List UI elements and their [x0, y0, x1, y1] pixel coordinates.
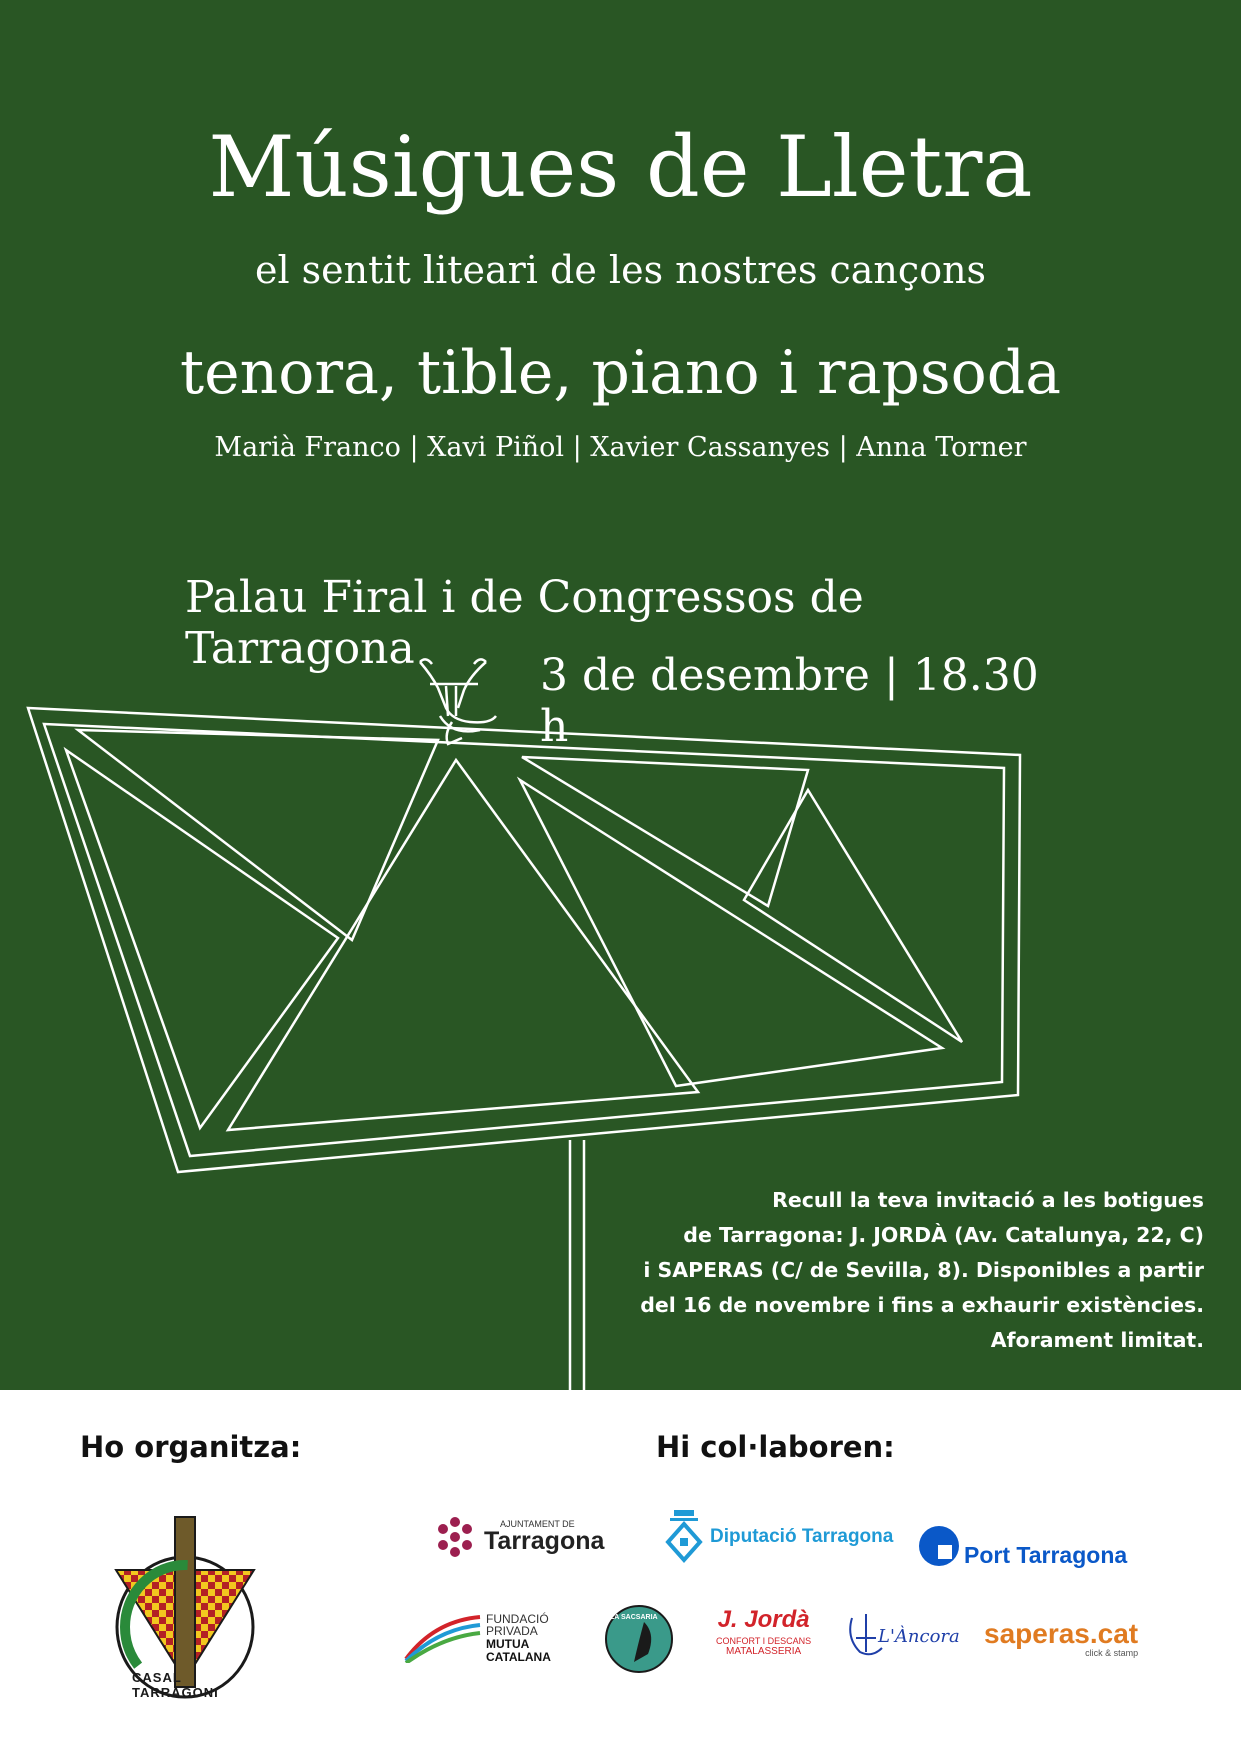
port-tarragona-logo [918, 1524, 1127, 1568]
casal-tarragoni-logo [110, 1512, 260, 1702]
saperas-logo [984, 1620, 1138, 1658]
info-line: de Tarragona: J. JORDÀ (Av. Catalunya, 22, C) [683, 1223, 1204, 1247]
saperas-text: saperas.cat [984, 1618, 1139, 1649]
info-line: Recull la teva invitació a les botigues [772, 1188, 1204, 1212]
jorda-line3: MATALASSERIA [725, 1646, 802, 1657]
event-title: Músigues de Lletra [208, 118, 1033, 216]
info-line: Aforament limitat. [990, 1328, 1204, 1352]
event-subtitle: el sentit liteari de les nostres cançons [254, 248, 987, 292]
collaborators-label: Hi col·laboren: [656, 1430, 895, 1464]
ancora-logo [842, 1608, 960, 1662]
j-jorda-logo [716, 1608, 811, 1657]
ajuntament-emblem-icon [434, 1516, 476, 1558]
instruments-line: tenora, tible, piano i rapsoda [180, 338, 1061, 408]
invitation-info [564, 1183, 1204, 1358]
fundacio-mutua-catalana-logo [404, 1606, 551, 1670]
casal-tarragoni-text: CASAL TARRAGONI [132, 1670, 219, 1700]
diputacio-text: Diputació Tarragona [710, 1526, 894, 1547]
ajuntament-tarragona-logo [434, 1515, 604, 1559]
fundacio-line1: FUNDACIÓ [486, 1611, 549, 1626]
info-line: del 16 de novembre i fins a exhaurir existències. [640, 1293, 1204, 1317]
ajuntament-line2: Tarragona [484, 1527, 605, 1555]
ajuntament-line1: AJUNTAMENT DE [500, 1519, 575, 1529]
date-time-line: 3 de desembre | 18.30 h [540, 650, 1039, 752]
port-text: Port Tarragona [964, 1541, 1128, 1568]
diputacio-emblem-icon [664, 1510, 704, 1564]
info-line: i SAPERAS (C/ de Sevilla, 8). Disponibles a partir [643, 1258, 1204, 1282]
performers-line: Marià Franco | Xavi Piñol | Xavier Cassanyes | Anna Torner [214, 432, 1027, 463]
fundacio-line3: MUTUA [486, 1637, 530, 1651]
saperas-tagline: click & stamp [1085, 1648, 1139, 1658]
organizer-label: Ho organitza: [80, 1430, 302, 1464]
sacsaria-text: LA SACSARIA [610, 1614, 658, 1621]
jorda-line1: J. Jordà [717, 1606, 810, 1633]
la-sacsaria-logo [604, 1604, 674, 1674]
jorda-line2: CONFORT I DESCANS [716, 1636, 812, 1646]
venue-line: Palau Firal i de Congressos de Tarragona [185, 572, 864, 674]
fundacio-swoosh-icon [404, 1613, 482, 1663]
port-emblem-icon [918, 1525, 960, 1567]
ancora-text: L'Àncora [878, 1626, 960, 1647]
diputacio-tarragona-logo [664, 1510, 893, 1564]
fundacio-line2: PRIVADA [486, 1624, 538, 1639]
fundacio-line4: CATALANA [486, 1649, 551, 1664]
lyre-ornament [420, 659, 496, 744]
